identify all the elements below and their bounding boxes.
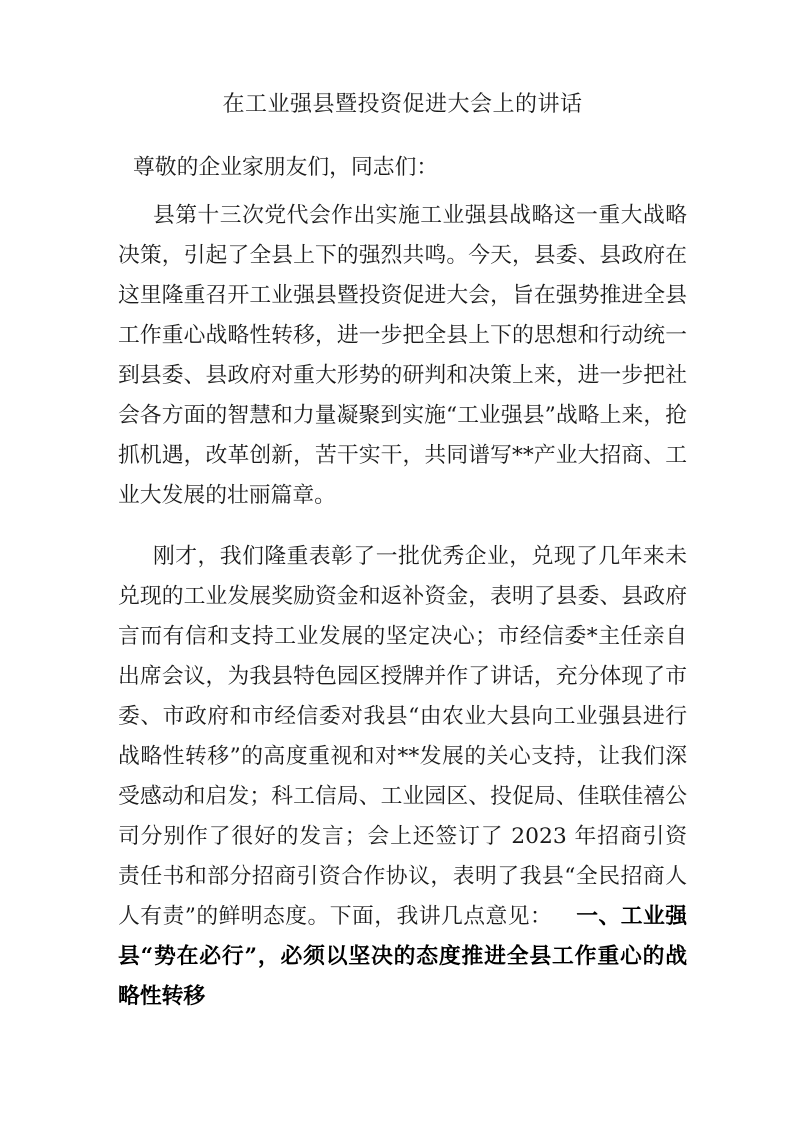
document-title: 在工业强县暨投资促进大会上的讲话 (222, 92, 583, 117)
paragraph-2 (118, 537, 687, 1017)
section-1-heading: 一、工业强县“势在必行”，必须以坚决的态度推进全县工作重心的战略性转移 (118, 904, 687, 1009)
paragraph-1: 县第十三次党代会作出实施工业强县战略这一重大战略决策，引起了全县上下的强烈共鸣。今天，县委、县政府在这里隆重召开工业强县暨投资促进大会，旨在强势推进全县工作重心战略性转移，进一步把全县上下的思想和行动统一到县委、县政府对重大形势的研判和决策上来，进一步把社会各方面的智慧和力量凝聚到实施“工业强县”战略上来，抢抓机遇，改革创新，苦干实干，共同谱写**产业大招商、工业大发展的壮丽篇章。 (118, 203, 687, 508)
salutation-line: 尊敬的企业家朋友们，同志们： (133, 155, 439, 180)
paragraph-2-text: 刚才，我们隆重表彰了一批优秀企业，兑现了几年来未兑现的工业发展奖励资金和返补资金，表明了县委、县政府言而有信和支持工业发展的坚定决心；市经信委*主任亲自出席会议，为我县特色园区授牌并作了讲话，充分体现了市委、市政府和市经信委对我县“由农业大县向工业强县进行战略性转移”的高度重视和对**发展的关心支持，让我们深受感动和启发；科工信局、工业园区、投促局、佳联佳禧公司分别作了很好的发言；会上还签订了 2023 年招商引资责任书和部分招商引资合作协议，表明了我县“全民招商人人有责”的鲜明态度。下面，我讲几点意见： (118, 544, 687, 929)
